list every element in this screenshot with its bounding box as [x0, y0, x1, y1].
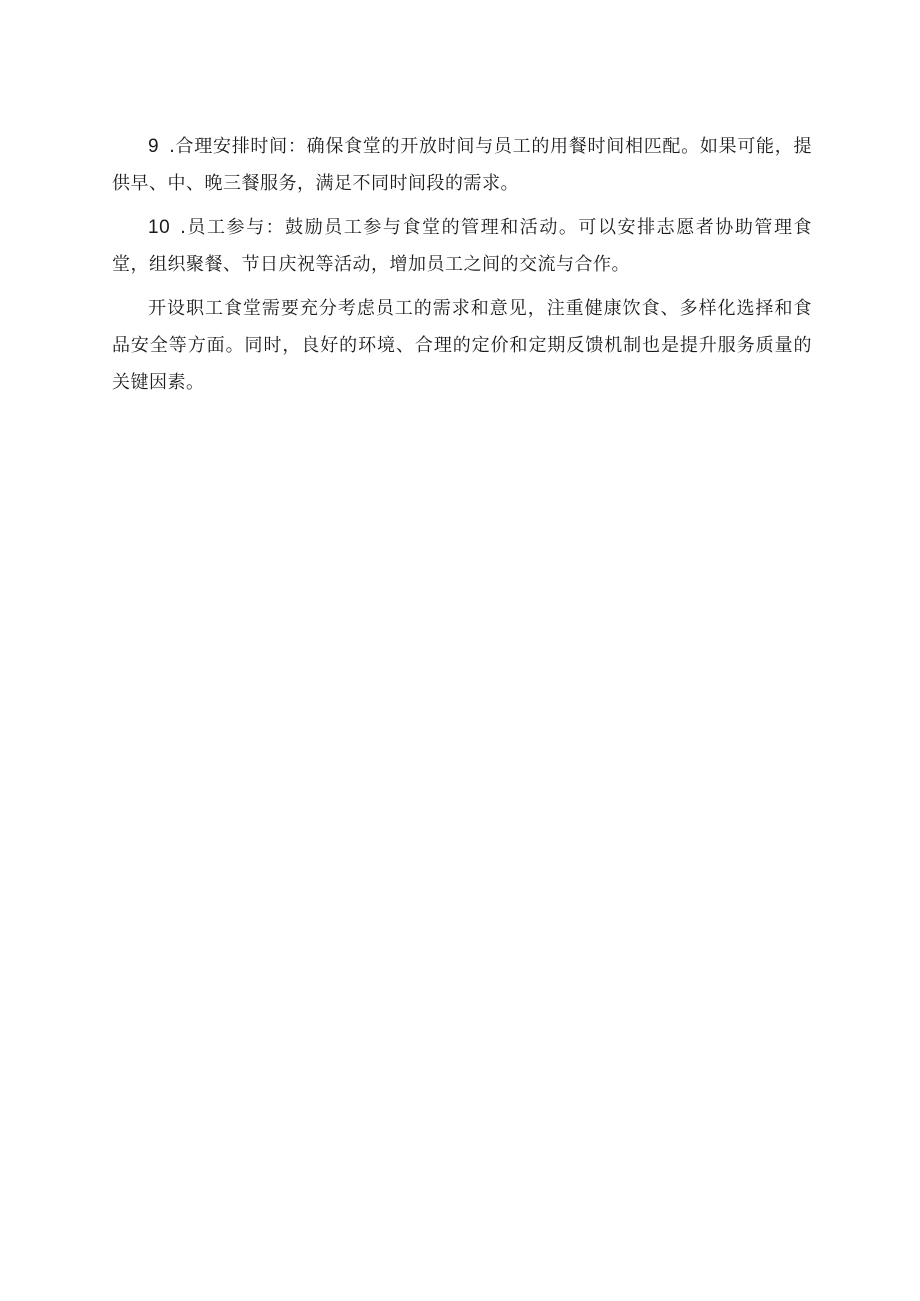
list-item-9: [112, 128, 812, 202]
item-number: 10: [148, 217, 171, 238]
item-number: 9: [148, 136, 160, 157]
summary-paragraph: 开设职工食堂需要充分考虑员工的需求和意见，注重健康饮食、多样化选择和食品安全等方面。同时，良好的环境、合理的定价和定期反馈机制也是提升服务质量的关键因素。: [112, 298, 812, 393]
item-text: .合理安排时间：确保食堂的开放时间与员工的用餐时间相匹配。如果可能，提供早、中、晚三餐服务，满足不同时间段的需求。: [112, 136, 812, 194]
document-body: [112, 128, 812, 408]
item-text: .员工参与：鼓励员工参与食堂的管理和活动。可以安排志愿者协助管理食堂，组织聚餐、节日庆祝等活动，增加员工之间的交流与合作。: [112, 217, 812, 275]
list-item-10: [112, 209, 812, 283]
